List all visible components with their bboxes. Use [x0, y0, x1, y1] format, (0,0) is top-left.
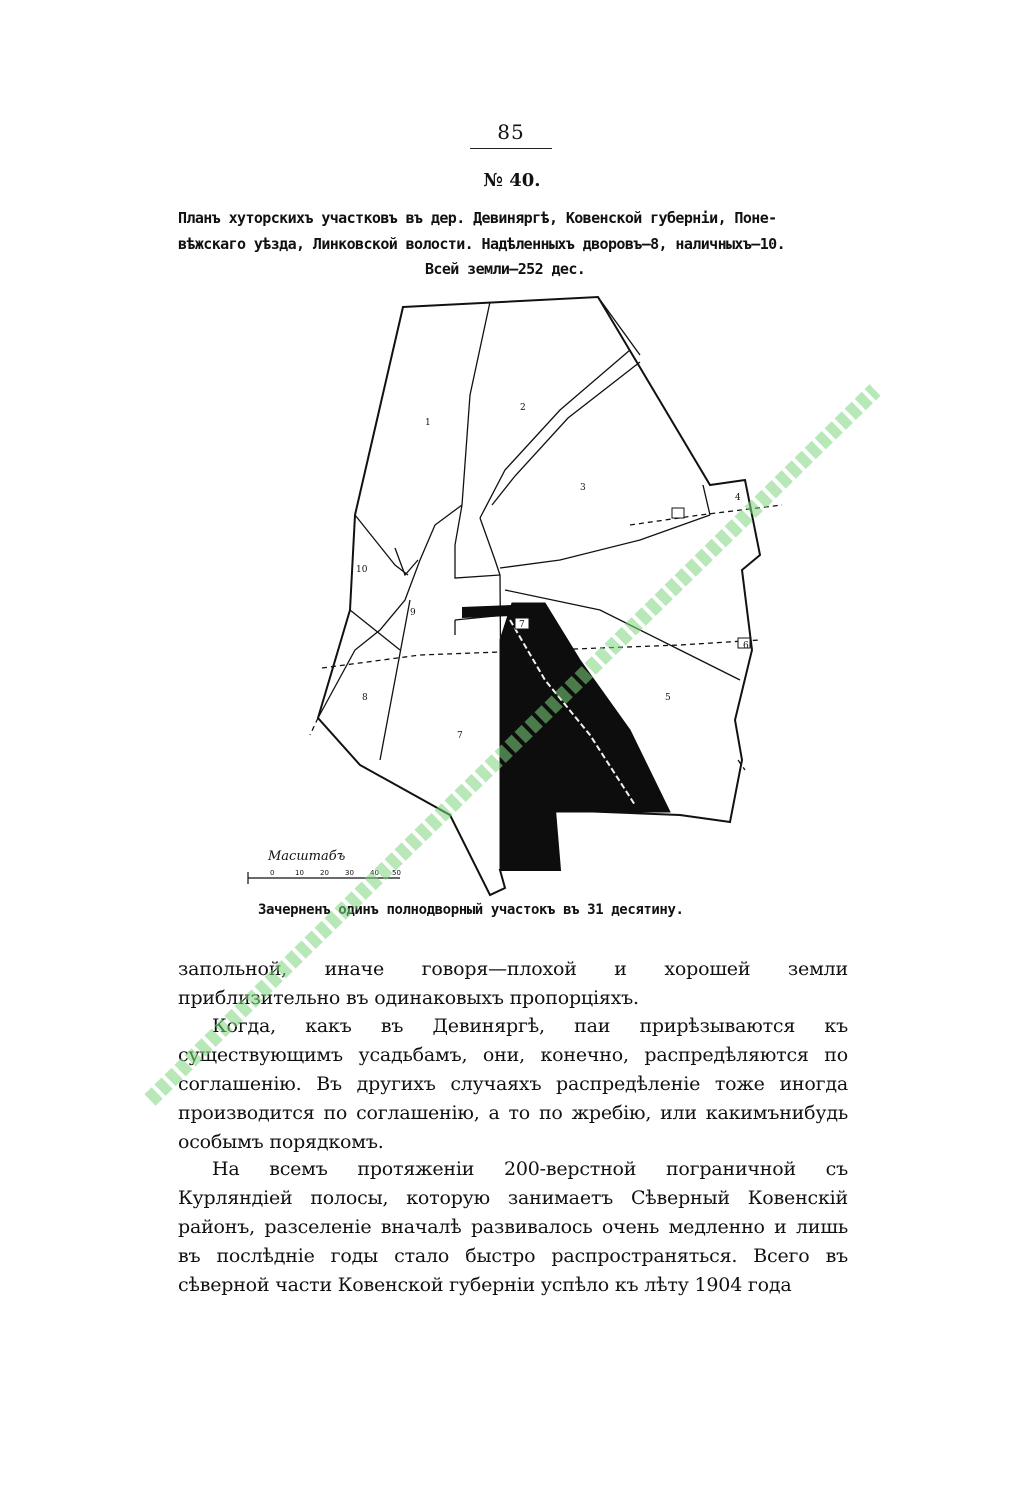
parcel-label: 4: [735, 493, 741, 503]
parcel-line: [395, 548, 418, 575]
homestead-box: [672, 508, 684, 518]
parcel-label: 10: [356, 565, 368, 575]
parcel-line: [598, 297, 640, 355]
parcel-label: 7: [519, 620, 525, 630]
scale-tick: 10: [295, 869, 304, 877]
scale-label: Масштабъ: [268, 849, 346, 864]
body-paragraph-2: Когда, какъ въ Девиняргѣ, паи прирѣзываются къ существующимъ усадьбамъ, они, конечно, распредѣляются по соглашенію. Въ другихъ случаяхъ распредѣленіе тоже иногда производится по соглашенію, а то по жребію, или какимънибудь особымъ порядкомъ.: [178, 1015, 848, 1153]
parcel-line: [318, 505, 462, 718]
blackened-strip: [462, 605, 512, 618]
scale-tick: 30: [345, 869, 354, 877]
page-number: 85: [497, 120, 525, 144]
parcel-label: 9: [410, 608, 416, 618]
parcel-line: [703, 485, 710, 515]
parcel-label: 5: [665, 693, 671, 703]
road-line: [630, 505, 782, 525]
scale-tick: 20: [320, 869, 329, 877]
parcel-label: 6: [743, 641, 749, 651]
map-footnote: Зачерненъ одинъ полнодворный участокъ въ 31 десятину.: [258, 902, 684, 918]
blackened-parcel: [500, 603, 670, 870]
caption-line-2: вѣжскаго уѣзда, Линковской волости. Надѣленныхъ дворовъ—8, наличныхъ—10.: [178, 235, 786, 253]
parcel-line: [492, 362, 640, 505]
caption-line-3: Всей земли—252 дес.: [425, 260, 586, 278]
scale-tick: 0: [270, 869, 275, 877]
parcel-line: [455, 505, 500, 578]
body-paragraph-3: На всемъ протяженіи 200-верстной пограничной съ Курляндіей полосы, которую занимаетъ Сѣверный Ковенскій районъ, разселеніе вначалѣ развивалось очень медленно и лишь въ послѣдніе годы стало быстро распространяться. Всего въ сѣверной части Ковенской губерніи успѣло къ лѣту 1904 года: [178, 1158, 848, 1296]
parcel-line: [500, 515, 710, 568]
parcel-label: 3: [580, 483, 586, 493]
scale-tick: 40: [370, 869, 379, 877]
parcel-label: 1: [425, 418, 431, 428]
parcel-label: 2: [520, 403, 526, 413]
parcel-line: [462, 302, 490, 505]
parcel-label: 8: [362, 693, 368, 703]
plan-number: № 40.: [483, 170, 541, 191]
parcel-label: 7: [457, 731, 463, 741]
caption-line-1: Планъ хуторскихъ участковъ въ дер. Девиняргѣ, Ковенской губерніи, Поне-: [178, 209, 777, 227]
road-line: [310, 718, 318, 735]
body-paragraph-1: запольной, иначе говоря—плохой и хорошей земли приблизительно въ одинаковыхъ пропорціяхъ.: [178, 958, 848, 1009]
scale-tick: 50: [392, 869, 401, 877]
parcel-line: [480, 518, 500, 575]
